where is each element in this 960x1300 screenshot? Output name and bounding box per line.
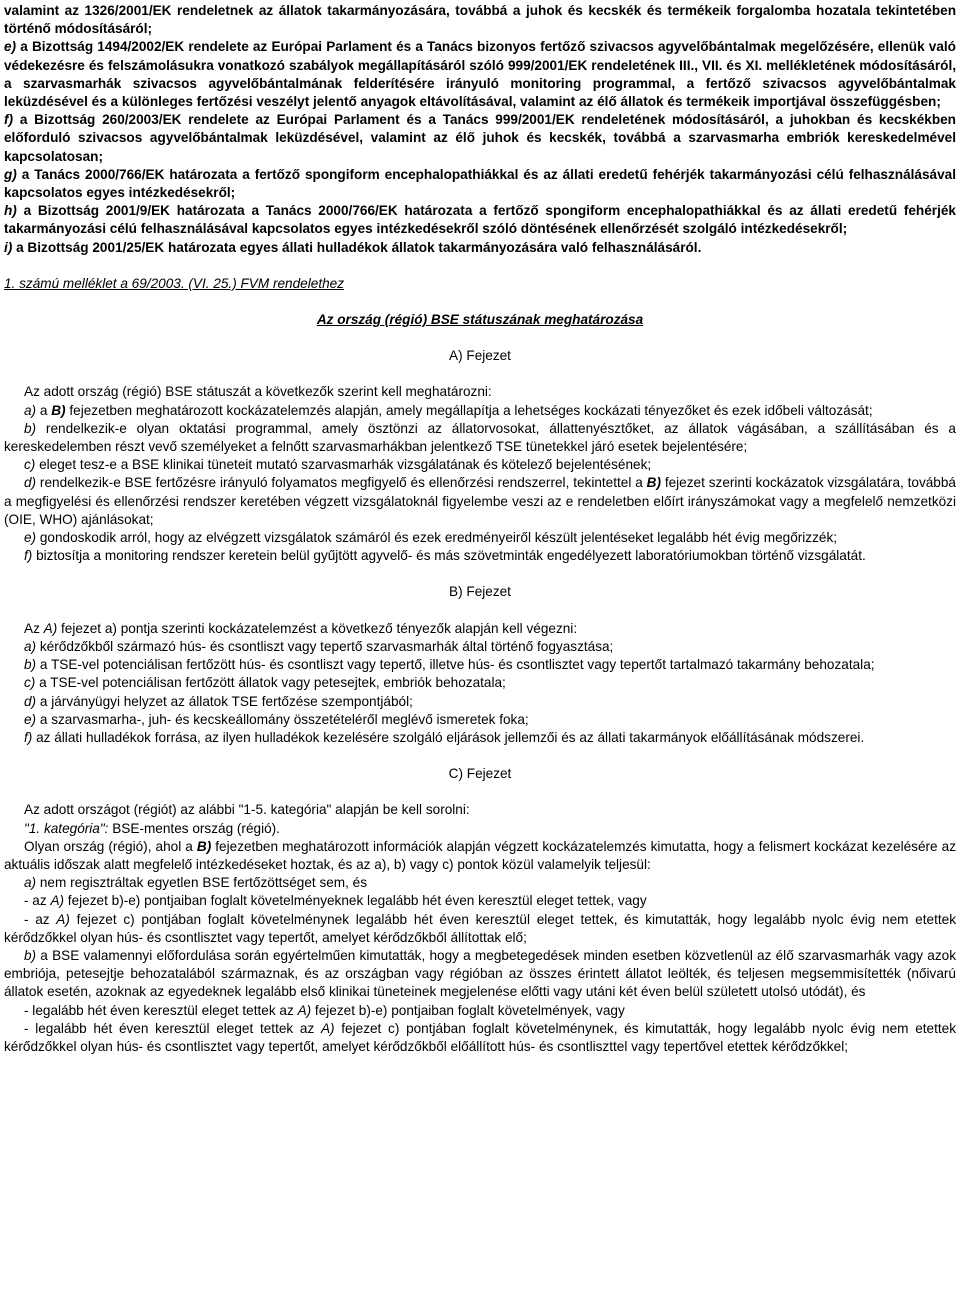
section-a-heading: A) Fejezet <box>449 348 511 364</box>
section-b-heading: B) Fejezet <box>449 584 511 600</box>
section-c-item-a: a) nem regisztráltak egyetlen BSE fertőzöttséget sem, és <box>24 875 368 891</box>
section-c-item-b: b) a BSE valamennyi előfordulása során egyértelműen kimutatták, hogy a megbetegedések minden esetben közvetlenül az élő szarvasmarhák vagy azok embriója, petesejtje behozatalából származnak, és az országban vagy régióban az összes érintett állatot leölték, és teljesen megsemmisítették (nőivarú állatok esetén, azoknak az egyedeknek legalább első klinikai tüneteinek megjelenése előtti vagy utáni két éven belül született utolsó utódát), és <box>4 947 956 1000</box>
section-c-heading: C) Fejezet <box>448 766 512 782</box>
section-a-item-e: e) gondoskodik arról, hogy az elvégzett vizsgálatok számáról és ezek eredményeiről készült jelentéseket legalább hét évig megőrizzék; <box>24 530 838 546</box>
section-a-item-a: a) a B) fejezetben meghatározott kockázatelemzés alapján, amely megállapítja a lehetséges kockázati tényezőket és ezek időbeli változását; <box>24 402 873 418</box>
section-b-item-e: e) a szarvasmarha-, juh- és kecskeállomány összetételéről meglévő ismeretek foka; <box>24 711 529 727</box>
section-b-item-c: c) a TSE-vel potenciálisan fertőzött állatok vagy petesejtek, embriók behozatala; <box>24 675 506 691</box>
intro-item-f: f) a Bizottság 260/2003/EK rendelete az Európai Parlament és a Tanács 999/2001/EK rendeletének módosításáról, a juhokban és kecskékben előforduló szivacsos agyvelőbántalmak leküzdésével, valamint az élő juhok és kecskék, továbbá a szarvasmarha embriók kereskedelmével kapcsolatosan; <box>4 112 956 164</box>
section-a-item-d: d) rendelkezik-e BSE fertőzésre irányuló folyamatos megfigyelő és ellenőrzési rendszerrel, tekintettel a B) fejezet szerinti kockázatok vizsgálatára, továbbá a megfigyelési és ellenőrzési rendszer keretében végzett vizsgálatoknál figyelembe veszi az e rendeletben előírt irányszámokat vagy a megfelelő nemzetközi (OIE, WHO) ajánlásokat; <box>4 475 956 527</box>
section-c-dash-4: - legalább hét éven keresztül eleget tettek az A) fejezet c) pontjában foglalt követelménynek, és kimutatták, hogy legalább nyolc évig nem etettek kérődzőkkel olyan hús- és csontlisztet vagy tepertőt, amelyet kérődzőkből előállított hús- és csontliszttel vagy tepertővel etettek kérődzőkkel; <box>4 1020 956 1054</box>
intro-item-h: h) a Bizottság 2001/9/EK határozata a Tanács 2000/766/EK határozata a fertőző spongiform encephalopathiákkal és az állati eredetű fehérjék takarmányozási célú felhasználásával kapcsolatos egyes intézkedésekről szóló döntésének ellenőrzését szolgáló intézkedésekről; <box>4 203 956 237</box>
section-c-dash-1: - az A) fejezet b)-e) pontjaiban foglalt követelményeknek legalább hét éven keresztül eleget tettek, vagy <box>24 893 647 909</box>
annex-title: 1. számú melléklet a 69/2003. (VI. 25.) FVM rendelethez <box>4 275 345 291</box>
section-b-item-a: a) kérődzőkből származó hús- és csontliszt vagy tepertő szarvasmarhák által történő fogyasztása; <box>24 638 614 654</box>
intro-item-i: i) a Bizottság 2001/25/EK határozata egyes állati hulladékok állatok takarmányozására való felhasználásáról. <box>4 239 702 255</box>
section-b-item-d: d) a járványügyi helyzet az állatok TSE fertőzése szempontjából; <box>24 693 413 709</box>
section-c-dash-3: - legalább hét éven keresztül eleget tettek az A) fejezet b)-e) pontjaiban foglalt követelmények, vagy <box>24 1002 625 1018</box>
section-a-item-b: b) rendelkezik-e olyan oktatási programmal, amely ösztönzi az állatorvosokat, állattenyésztőket, az állatok vágásában, a szállításában és a kereskedelemben részt vevő személyeket a felnőtt szarvasmarhákban jelentkező TSE tünetekkel járó esetek bejelentésére; <box>4 420 956 455</box>
section-b-lead: Az A) fejezet a) pontja szerinti kockázatelemzést a következő tényezők alapján kell végezni: <box>24 620 578 636</box>
intro-item-g: g) a Tanács 2000/766/EK határozata a fertőző spongiform encephalopathiákkal és az állati eredetű fehérjék takarmányozási célú felhasználásával kapcsolatos egyes intézkedésekről; <box>4 166 956 201</box>
section-b-item-b: b) a TSE-vel potenciálisan fertőzött hús- és csontliszt vagy tepertő, illetve hús- és csontlisztet vagy tepertőt tartalmazó takarmány behozatala; <box>24 657 875 673</box>
section-a-lead: Az adott ország (régió) BSE státuszát a következők szerint kell meghatározni: <box>24 384 492 400</box>
section-a-item-c: c) eleget tesz-e a BSE klinikai tüneteit mutató szarvasmarhák vizsgálatának és kötelező bejelentésének; <box>24 457 652 473</box>
intro-continuation: valamint az 1326/2001/EK rendeletnek az állatok takarmányozására, továbbá a juhok és kecskék és termékeik forgalomba hozatala tekintetében történő módosításáról; <box>4 3 956 37</box>
main-title: Az ország (régió) BSE státuszának meghatározása <box>316 312 644 328</box>
section-c-category-1: "1. kategória": BSE-mentes ország (régió). <box>24 820 280 836</box>
section-c-paragraph: Olyan ország (régió), ahol a B) fejezetben meghatározott információk alapján végzett kockázatelemzés kimutatta, hogy a felismert kockázat kezelésére az aktuális időszak alatt megfelelő intézkedéseket hoztak, és az a), b) vagy c) pontok közül valamelyik teljesül: <box>4 838 956 872</box>
section-c-dash-2: - az A) fejezet c) pontjában foglalt követelménynek legalább hét éven keresztül eleget tettek, és kimutatták, hogy legalább nyolc évig nem etettek kérődzőkkel olyan hús- és csontlisztet vagy tepertőt, amelyet kérődzőkből állítottak elő; <box>4 911 956 945</box>
section-b-item-f: f) az állati hulladékok forrása, az ilyen hulladékok kezelésére szolgáló eljárások jellemzői és az állati takarmányok előállításának módszerei. <box>24 729 865 745</box>
section-c-lead: Az adott országot (régiót) az alábbi "1-5. kategória" alapján be kell sorolni: <box>24 802 470 818</box>
section-a-item-f: f) biztosítja a monitoring rendszer keretein belül gyűjtött agyvelő- és más szövetminták engedélyezett laboratóriumokban történő vizsgálatát. <box>24 548 866 564</box>
intro-item-e: e) a Bizottság 1494/2002/EK rendelete az Európai Parlament és a Tanács bizonyos fertőző szivacsos agyvelőbántalmak megelőzésére, ellenük való védekezésre és felszámolásukra vonatkozó szabályok megállapításáról szóló 999/2001/EK rendeletének III., VII. és XI. mellékletének módosításáról, a szarvasmarhák szivacsos agyvelőbántalmának felderítésére irányuló monitoring programmal, a fertőző szivacsos agyvelőbántalmak leküzdésével és a különleges fertőzési veszélyt jelentő anyagok eltávolításával, valamint az élő állatok és termékeik importjával összefüggésben; <box>4 39 956 110</box>
